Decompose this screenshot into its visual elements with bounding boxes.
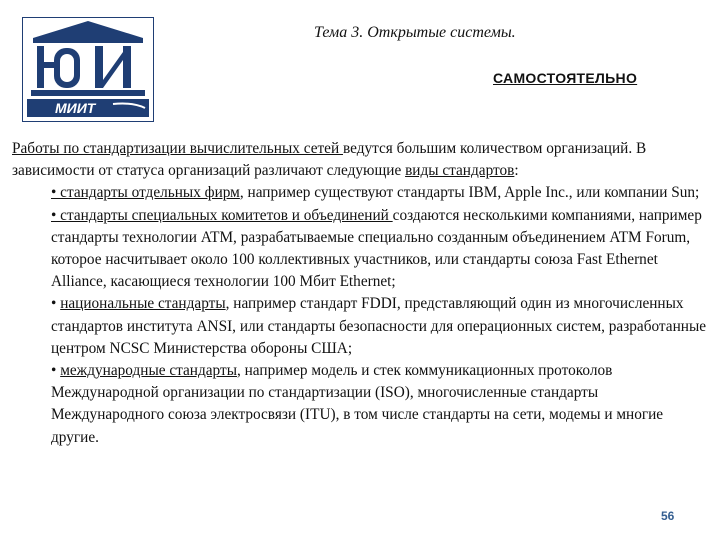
list-item: • национальные стандарты, например стандарт FDDI, представляющий один из многочисленных стандартов института ANSI, или стандарты безопасности для операционных систем, разработанные центром NCSC Министерства обороны США; — [51, 295, 707, 357]
intro-link[interactable]: Работы по стандартизации вычислительных сетей — [12, 140, 343, 157]
intro-text: ведутся большим количеством организаций. В зависимости от статуса организаций различают следующие — [12, 140, 647, 180]
national-standards-link[interactable]: национальные стандарты — [60, 295, 226, 313]
committee-standards-link[interactable]: • стандарты специальных комитетов и объединений — [51, 206, 393, 224]
standard-types-link[interactable]: виды стандартов — [405, 162, 515, 180]
standards-list — [12, 182, 712, 448]
list-item: • стандарты отдельных фирм, например существуют стандарты IBM, Apple Inc., или компании Sun; — [51, 184, 700, 202]
slide-body — [12, 138, 712, 449]
logo-caption: МИИТ — [55, 100, 96, 116]
logo-base — [31, 90, 145, 96]
list-item: • стандарты специальных комитетов и объединений создаются несколькими компаниями, например стандарты технологии ATM, разрабатываемые специально созданным объединением ATM Forum, которое насчитывает около 100 коллективных участников, или стандарты союза Fast Ethernet Alliance, касающиеся технологии 100 Мбит Ethernet; — [51, 206, 702, 291]
logo — [22, 17, 154, 122]
company-standards-link[interactable]: • стандарты отдельных фирм — [51, 184, 240, 202]
intro-paragraph: Работы по стандартизации вычислительных сетей ведутся большим количеством организаций. В зависимости от статуса организаций различают следующие виды стандартов: — [12, 140, 647, 180]
self-study-label: САМОСТОЯТЕЛЬНО — [493, 70, 638, 86]
university-logo-graphic — [23, 18, 153, 121]
logo-cornice — [33, 38, 143, 43]
slide-topic: Тема 3. Открытые системы. — [314, 24, 516, 41]
logo-roof — [33, 21, 143, 38]
list-item: • международные стандарты, например модель и стек коммуникационных протоколов Международной организации по стандартизации (ISO), многочисленные стандарты Международного союза электросвязи (ITU), в том числе стандарты на сети, модемы и многие другие. — [51, 362, 664, 446]
page-number: 56 — [661, 509, 675, 523]
international-standards-link[interactable]: международные стандарты — [60, 362, 237, 380]
